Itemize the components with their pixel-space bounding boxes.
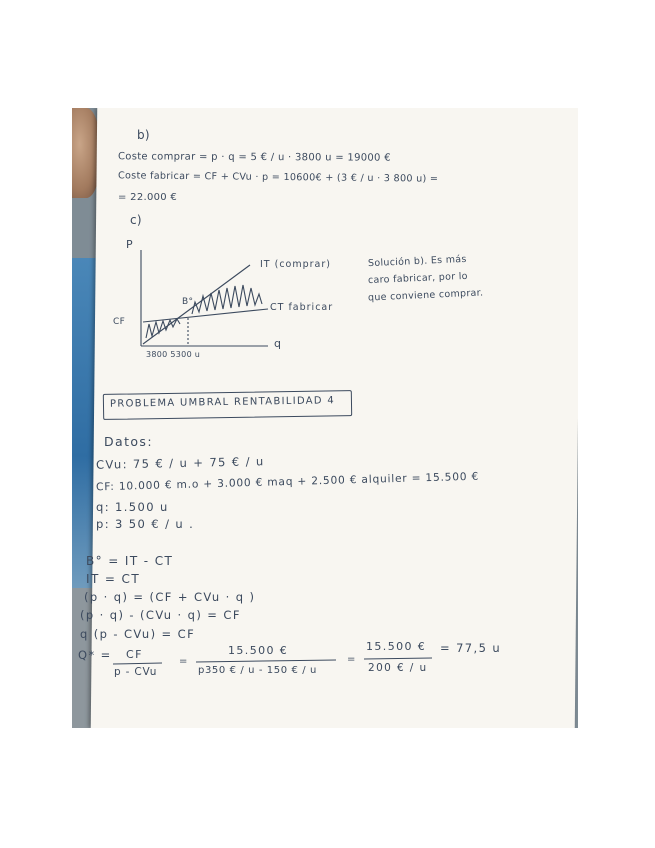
datos-heading: Datos: <box>104 434 153 449</box>
part-b-line1: Coste comprar = p · q = 5 € / u · 3800 u = 19000 € <box>117 151 391 164</box>
frac1-denominator: p - CVu <box>114 666 158 678</box>
x-axis-label: q <box>274 337 282 350</box>
frac2-bar <box>196 660 336 662</box>
b0-label: B° <box>182 297 194 307</box>
datos-cf: CF: 10.000 € m.o + 3.000 € maq + 2.500 € alquiler = 15.500 € <box>95 470 480 494</box>
formula-it-ct: IT = CT <box>86 572 141 586</box>
solution-line3: que conviene comprar. <box>367 287 484 304</box>
frac3-denominator: 200 € / u <box>368 662 428 674</box>
x-tick-labels: 3800 5300 u <box>146 350 201 359</box>
solution-line2: caro fabricar, por lo <box>367 270 469 287</box>
it-label: IT (comprar) <box>260 259 331 270</box>
frac3-bar <box>364 658 432 659</box>
equals-sign-1: = <box>179 656 188 667</box>
equals-sign-2: = <box>347 654 356 665</box>
y-axis-label: P <box>126 238 135 251</box>
frac1-numerator: CF <box>126 648 143 661</box>
formula-step3: (p · q) = (CF + CVu · q ) <box>84 590 256 604</box>
frac2-numerator: 15.500 € <box>228 644 289 657</box>
formula-profit: B° = IT - CT <box>86 554 174 568</box>
part-b-line3: = 22.000 € <box>118 192 178 203</box>
ct-label: CT fabricar <box>270 302 334 313</box>
problem-title: PROBLEMA UMBRAL RENTABILIDAD 4 <box>109 395 336 410</box>
part-c-label: c) <box>130 213 142 227</box>
datos-cvu: CVu: 75 € / u + 75 € / u <box>95 454 265 472</box>
solution-line1: Solución b). Es más <box>367 253 467 270</box>
part-b-label: b) <box>137 128 150 142</box>
ct-line <box>143 309 268 322</box>
formula-step4: (p · q) - (CVu · q) = CF <box>80 608 241 622</box>
loss-hatch <box>146 319 180 338</box>
datos-q: q: 1.500 u <box>96 500 169 514</box>
part-b-line2: Coste fabricar = CF + CVu · p = 10600€ + (3 € / u · 3 800 u) = <box>117 170 439 185</box>
profit-hatch <box>192 285 262 314</box>
cf-label: CF <box>113 317 126 327</box>
formula-step5: q (p - CVu) = CF <box>80 627 196 641</box>
result: = 77,5 u <box>440 641 502 655</box>
frac1-bar <box>113 663 162 664</box>
q-star-label: Q* = <box>78 648 112 662</box>
frac3-numerator: 15.500 € <box>366 640 427 653</box>
frac2-denominator: p350 € / u - 150 € / u <box>198 665 317 676</box>
datos-p: p: 3 50 € / u . <box>96 517 195 531</box>
